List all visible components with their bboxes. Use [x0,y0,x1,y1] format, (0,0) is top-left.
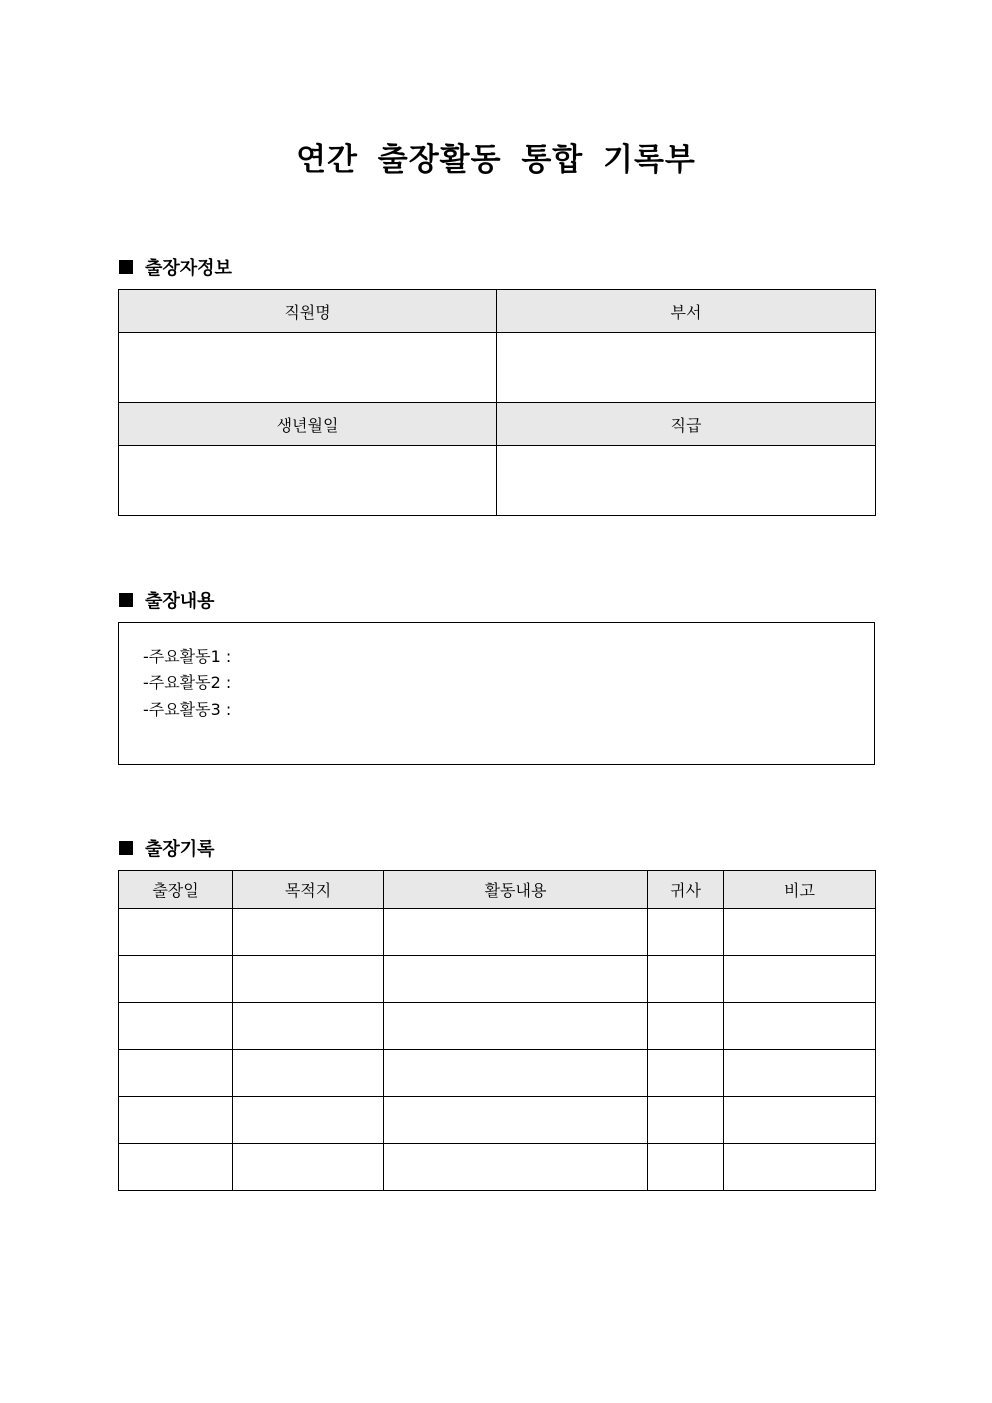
table-row [119,1144,876,1191]
section-heading-label: 출장내용 [145,591,215,612]
cell-notes[interactable] [724,1003,876,1050]
table-row [119,1097,876,1144]
square-bullet-icon [119,260,133,274]
column-header-activity: 활동내용 [384,871,648,909]
cell-return[interactable] [648,1003,724,1050]
section-heading-label: 출장자정보 [145,258,232,279]
table-row [119,1050,876,1097]
cell-date[interactable] [119,909,233,956]
activity-line-3: -주요활동3 : [143,700,232,719]
header-cell-name: 직원명 [119,290,497,333]
cell-destination[interactable] [233,1003,384,1050]
position-field[interactable] [497,446,876,516]
cell-activity[interactable] [384,1097,648,1144]
column-header-date: 출장일 [119,871,233,909]
header-cell-department: 부서 [497,290,876,333]
cell-date[interactable] [119,1097,233,1144]
cell-activity[interactable] [384,1050,648,1097]
section-heading-label: 출장기록 [145,839,215,860]
cell-date[interactable] [119,956,233,1003]
activity-line-1: -주요활동1 : [143,647,232,666]
cell-activity[interactable] [384,909,648,956]
trip-record-table [118,870,876,1191]
trip-record-body [119,909,876,1191]
table-row [119,1003,876,1050]
header-cell-position: 직급 [497,403,876,446]
activity-line-2: -주요활동2 : [143,673,232,692]
cell-notes[interactable] [724,909,876,956]
birthdate-field[interactable] [119,446,497,516]
cell-activity[interactable] [384,1003,648,1050]
cell-date[interactable] [119,1003,233,1050]
cell-return[interactable] [648,1050,724,1097]
cell-notes[interactable] [724,1144,876,1191]
cell-notes[interactable] [724,1097,876,1144]
column-header-return: 귀사 [648,871,724,909]
cell-destination[interactable] [233,1097,384,1144]
cell-destination[interactable] [233,1050,384,1097]
cell-activity[interactable] [384,1144,648,1191]
cell-destination[interactable] [233,1144,384,1191]
section-heading-trip-content [119,587,215,613]
cell-date[interactable] [119,1050,233,1097]
name-field[interactable] [119,333,497,403]
document-title: 연간 출장활동 통합 기록부 [296,142,696,178]
traveler-info-table [118,289,876,516]
cell-date[interactable] [119,1144,233,1191]
column-header-notes: 비고 [724,871,876,909]
cell-return[interactable] [648,909,724,956]
cell-activity[interactable] [384,956,648,1003]
cell-return[interactable] [648,1144,724,1191]
cell-return[interactable] [648,1097,724,1144]
cell-notes[interactable] [724,1050,876,1097]
cell-notes[interactable] [724,956,876,1003]
square-bullet-icon [119,593,133,607]
square-bullet-icon [119,841,133,855]
table-row [119,956,876,1003]
cell-destination[interactable] [233,909,384,956]
table-row [119,909,876,956]
section-heading-traveler-info [119,254,232,280]
column-header-destination: 목적지 [233,871,384,909]
cell-return[interactable] [648,956,724,1003]
header-cell-birthdate: 생년월일 [119,403,497,446]
department-field[interactable] [497,333,876,403]
cell-destination[interactable] [233,956,384,1003]
section-heading-trip-record [119,835,215,861]
trip-content-box[interactable] [118,622,875,765]
